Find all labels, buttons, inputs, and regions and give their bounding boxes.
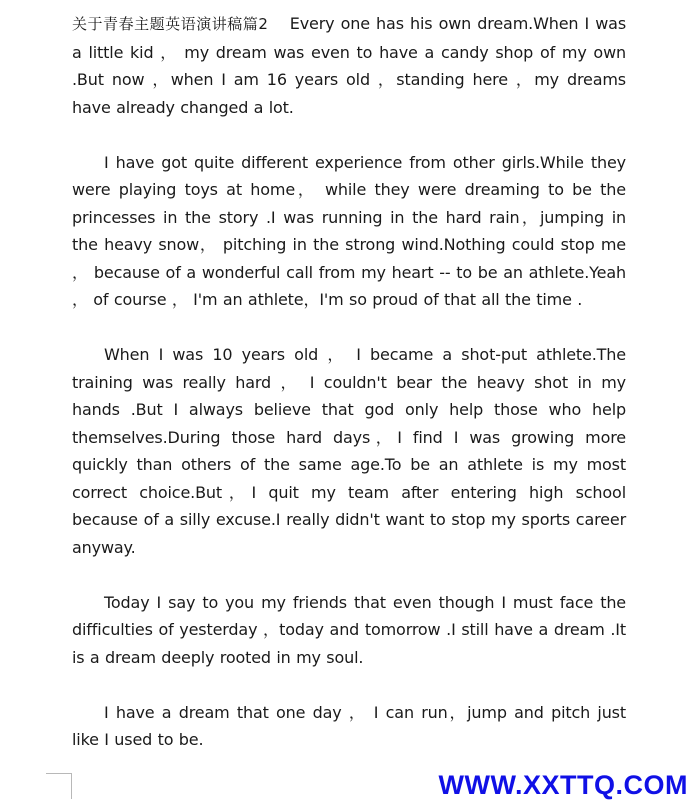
paragraph-spacer: [72, 671, 626, 699]
paragraph-spacer: [72, 121, 626, 149]
document-title: 关于青春主题英语演讲稿篇: [72, 15, 259, 33]
paragraph-2: I have got quite different experience from other girls.While they were playing toys at home， while they were dreaming to be the princesses in the story .I was running in the hard rain，jumping in the heavy snow， pitching in the strong wind.Nothing could stop me ， because of a wonderful call from my heart -- to be an athlete.Yeah ， of course ， I'm an athlete，I'm so proud of that all the time .: [72, 152, 626, 309]
watermark-logo: WWW.XXTTQ.COM: [438, 770, 688, 800]
paragraph-5: I have a dream that one day ， I can run，jump and pitch just like I used to be.: [72, 702, 626, 749]
paragraph-1: [72, 10, 626, 121]
document-body: [72, 10, 626, 754]
paragraph-spacer: [72, 314, 626, 342]
paragraph-spacer: [72, 561, 626, 589]
page-corner-mark: [46, 773, 72, 799]
paragraph-4: Today I say to you my friends that even though I must face the difficulties of yesterday ，today and tomorrow .I still have a dream .It is a dream deeply rooted in my soul.: [72, 592, 626, 667]
paragraph-1-text: Every one has his own dream.When I was a little kid ， my dream was even to have a candy shop of my own .But now ，when I am 16 years old ，standing here ，my dreams have already changed a lot.: [72, 14, 626, 117]
paragraph-3: When I was 10 years old ， I became a shot-put athlete.The training was really hard ， I couldn't bear the heavy shot in my hands .But I always believe that god only help those who help themselves.During those hard days，I find I was growing more quickly than others of the same age.To be an athlete is my most correct choice.But，I quit my team after entering high school because of a silly excuse.I really didn't want to stop my sports career anyway.: [72, 345, 626, 557]
document-title-number: 2: [258, 15, 268, 33]
